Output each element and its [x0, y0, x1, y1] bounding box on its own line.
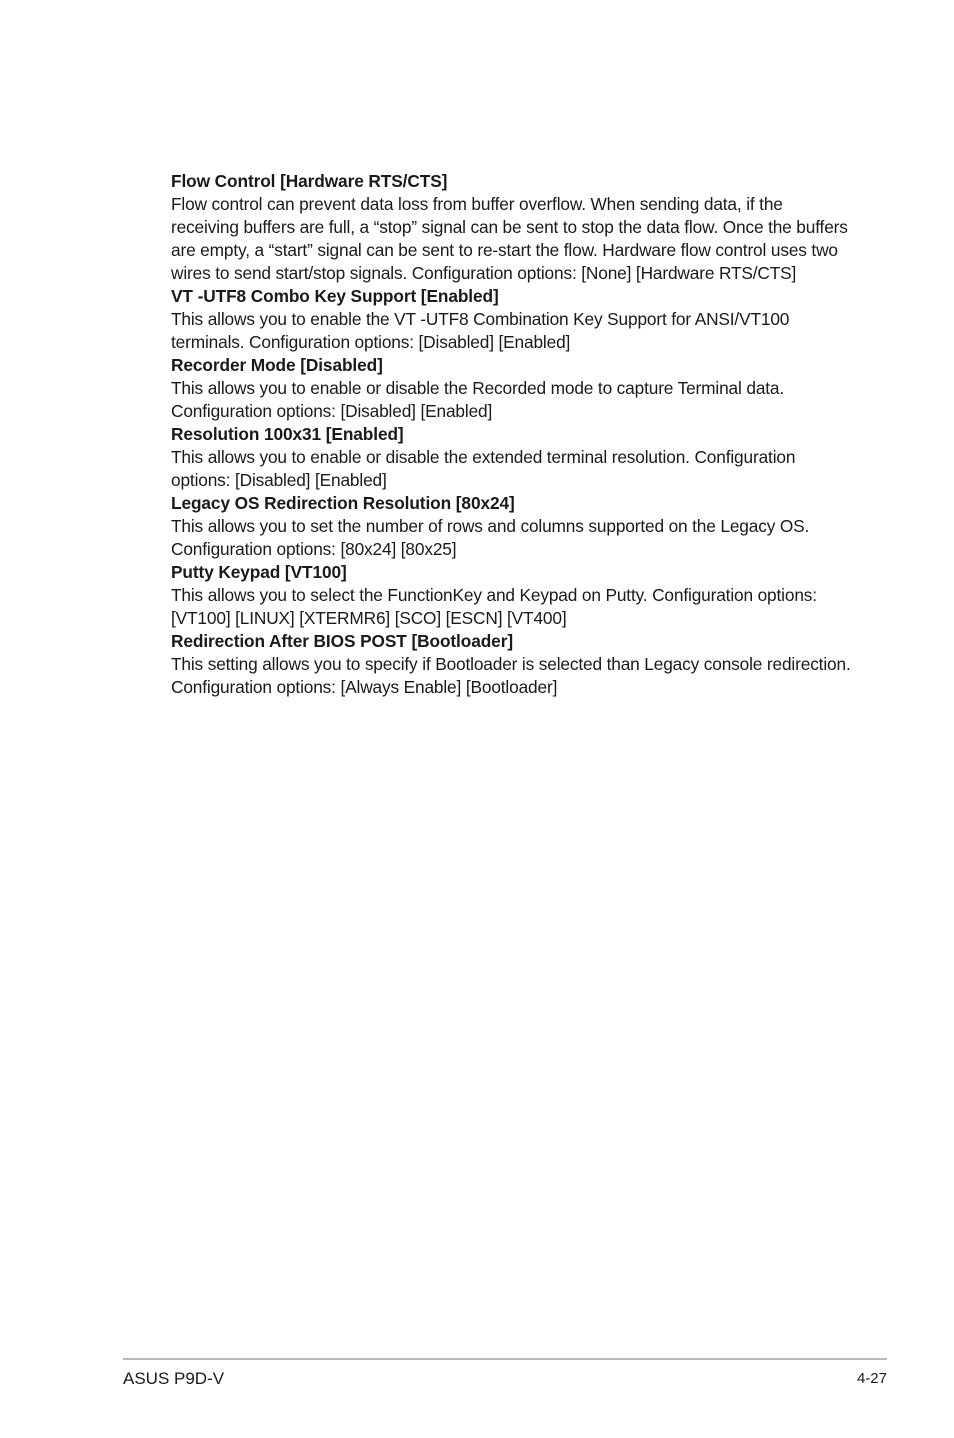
page-footer [123, 1358, 887, 1388]
item-title-putty-keypad: Putty Keypad [VT100] [171, 562, 347, 582]
item-desc-vt-utf8: This allows you to enable the VT -UTF8 Combination Key Support for ANSI/VT100 terminals. Configuration options: [Disabled] [Enabled] [171, 309, 790, 352]
item-desc-legacy-os-resolution: This allows you to set the number of rows and columns supported on the Legacy OS. Configuration options: [80x24] [80x25] [171, 516, 810, 559]
item-title-recorder-mode: Recorder Mode [Disabled] [171, 355, 383, 375]
footer-page-number: 4-27 [856, 1370, 887, 1387]
document-body [171, 170, 851, 699]
item-title-redirection-after-post: Redirection After BIOS POST [Bootloader] [171, 631, 513, 651]
item-title-flow-control: Flow Control [Hardware RTS/CTS] [171, 171, 448, 191]
item-desc-flow-control: Flow control can prevent data loss from buffer overflow. When sending data, if the receiving buffers are full, a “stop” signal can be sent to stop the data flow. Once the buffers are empty, a “start” signal can be sent to re-start the flow. Hardware flow control uses two wires to send start/stop signals. Configuration options: [None] [Hardware RTS/CTS] [171, 194, 848, 283]
footer-product-name: ASUS P9D-V [123, 1369, 225, 1388]
item-desc-redirection-after-post: This setting allows you to specify if Bootloader is selected than Legacy console redirection. Configuration options: [Always Enable] [Bootloader] [171, 654, 851, 697]
item-title-vt-utf8: VT -UTF8 Combo Key Support [Enabled] [171, 286, 499, 306]
footer-divider [123, 1358, 887, 1360]
item-desc-putty-keypad: This allows you to select the FunctionKey and Keypad on Putty. Configuration options: [VT100] [LINUX] [XTERMR6] [SCO] [ESCN] [VT400] [171, 585, 817, 628]
item-desc-recorder-mode: This allows you to enable or disable the Recorded mode to capture Terminal data. Configuration options: [Disabled] [Enabled] [171, 378, 785, 421]
item-title-legacy-os-resolution: Legacy OS Redirection Resolution [80x24] [171, 493, 515, 513]
item-title-resolution: Resolution 100x31 [Enabled] [171, 424, 404, 444]
item-desc-resolution: This allows you to enable or disable the extended terminal resolution. Configuration options: [Disabled] [Enabled] [171, 447, 796, 490]
